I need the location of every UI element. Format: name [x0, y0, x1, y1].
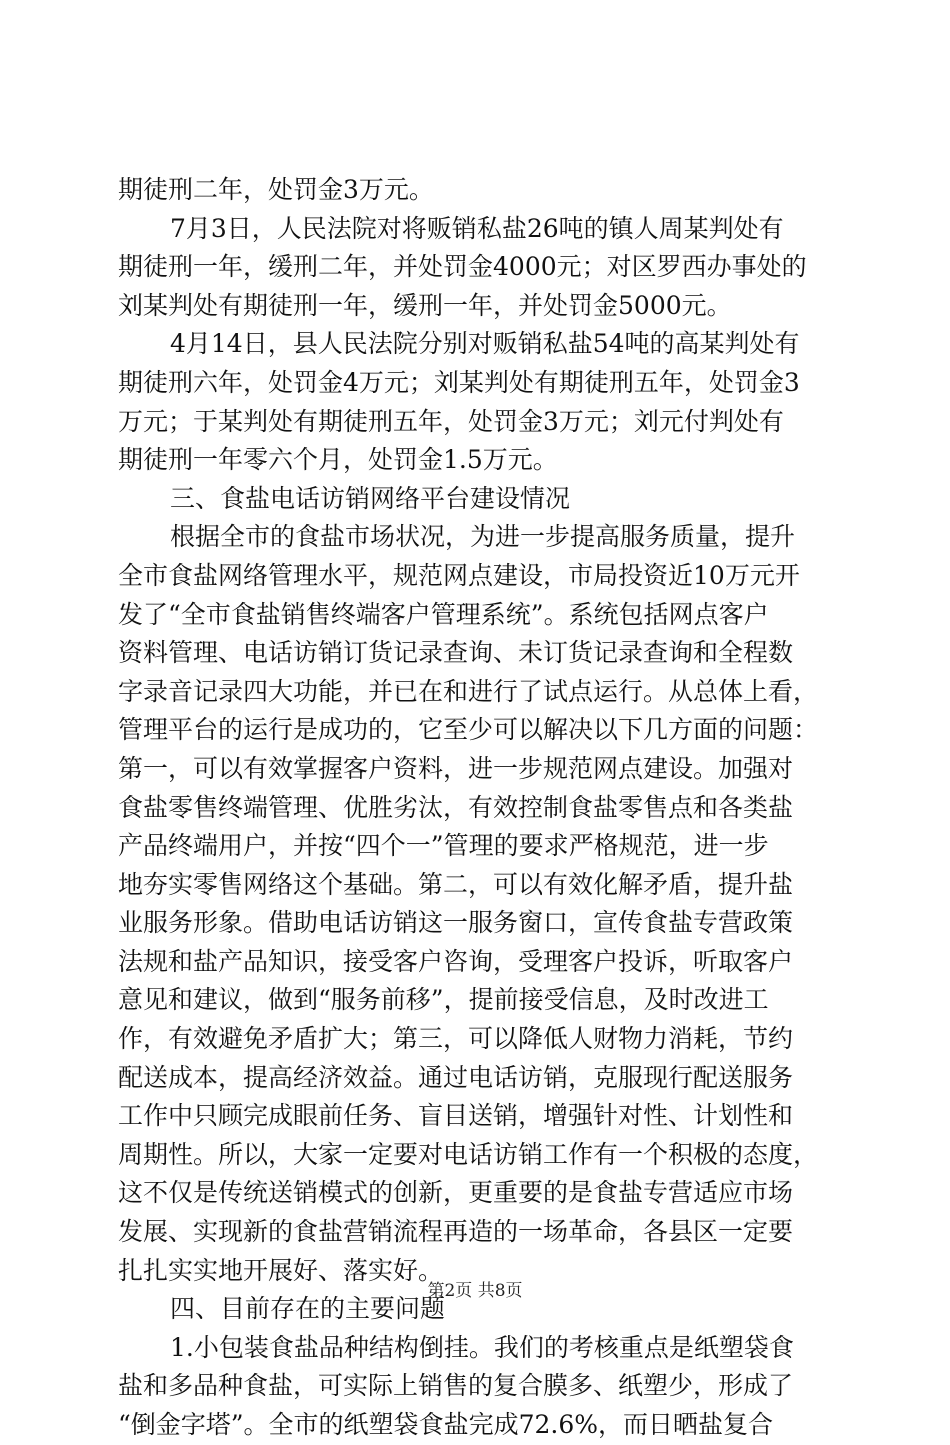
text-line: 1.小包装食盐品种结构倒挂。我们的考核重点是纸塑袋食 [170, 1332, 794, 1362]
text-line: 产品终端用户，并按“四个一”管理的要求严格规范，进一步 [118, 831, 769, 861]
text-line: 管理平台的运行是成功的，它至少可以解决以下几方面的问题： [118, 715, 819, 745]
text-line: 发展、实现新的食盐营销流程再造的一场革命，各县区一定要 [118, 1217, 794, 1247]
text-line: 4月14日，县人民法院分别对贩销私盐54吨的高某判处有 [170, 329, 800, 359]
text-line: 全市食盐网络管理水平，规范网点建设，市局投资近10万元开 [118, 560, 800, 590]
text-line: 工作中只顾完成眼前任务、盲目送销，增强针对性、计划性和 [118, 1101, 794, 1131]
text-line: 第一，可以有效掌握客户资料，进一步规范网点建设。加强对 [118, 753, 794, 783]
document-body [118, 171, 834, 1445]
page-footer: 第2页 共8页 [427, 1281, 523, 1301]
text-line: 作，有效避免矛盾扩大；第三，可以降低人财物力消耗，节约 [118, 1024, 794, 1054]
text-line: 食盐零售终端管理、优胜劣汰，有效控制食盐零售点和各类盐 [118, 792, 794, 822]
text-line: 四、目前存在的主要问题 [170, 1294, 446, 1324]
text-line: 周期性。所以，大家一定要对电话访销工作有一个积极的态度， [118, 1139, 819, 1169]
text-line: 期徒刑一年零六个月，处罚金1.5万元。 [118, 445, 558, 475]
text-line: 这不仅是传统送销模式的创新，更重要的是食盐专营适应市场 [118, 1178, 794, 1208]
text-line: 7月3日，人民法院对将贩销私盐26吨的镇人周某判处有 [170, 213, 784, 243]
text-line: 配送成本，提高经济效益。通过电话访销，克服现行配送服务 [118, 1062, 794, 1092]
text-line: 发了“全市食盐销售终端客户管理系统”。系统包括网点客户 [118, 599, 769, 629]
text-line: 业服务形象。借助电话访销这一服务窗口，宣传食盐专营政策 [118, 908, 794, 938]
text-line: 万元；于某判处有期徒刑五年，处罚金3万元；刘元付判处有 [118, 406, 784, 436]
text-line: 根据全市的食盐市场状况，为进一步提高服务质量，提升 [170, 522, 796, 552]
text-line: 三、食盐电话访销网络平台建设情况 [170, 483, 571, 513]
text-line: 期徒刑六年，处罚金4万元；刘某判处有期徒刑五年，处罚金3 [118, 367, 800, 397]
text-line: 法规和盐产品知识，接受客户咨询，受理客户投诉，听取客户 [118, 946, 794, 976]
text-line: 盐和多品种食盐，可实际上销售的复合膜多、纸塑少，形成了 [118, 1371, 794, 1401]
text-line: 资料管理、电话访销订货记录查询、未订货记录查询和全程数 [118, 638, 794, 668]
text-line: 字录音记录四大功能，并已在和进行了试点运行。从总体上看， [118, 676, 819, 706]
text-line: 期徒刑一年，缓刑二年，并处罚金4000元；对区罗西办事处的 [118, 252, 807, 282]
text-line: 刘某判处有期徒刑一年，缓刑一年，并处罚金5000元。 [118, 290, 732, 320]
text-line: 期徒刑二年，处罚金3万元。 [118, 175, 434, 204]
text-line: 地夯实零售网络这个基础。第二，可以有效化解矛盾，提升盐 [118, 869, 794, 899]
text-line: “倒金字塔”。全市的纸塑袋食盐完成72.6%，而日晒盐复合 [118, 1410, 773, 1439]
text-line: 意见和建议，做到“服务前移”，提前接受信息，及时改进工 [118, 985, 769, 1015]
text-line: 扎扎实实地开展好、落实好。 [118, 1255, 444, 1285]
